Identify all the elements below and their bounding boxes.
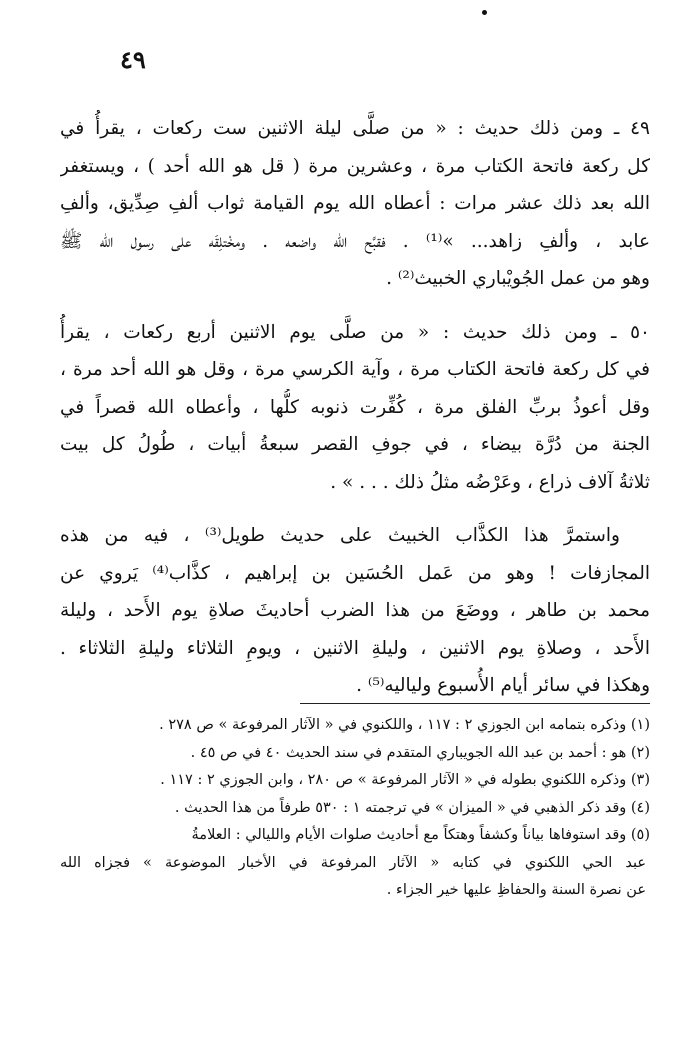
text-line: واستمرَّ هذا الكذَّاب الخبيث على حديث طويل⁽³⁾ ، فيه من هذه <box>60 525 620 546</box>
paragraph-hadith-49 <box>60 110 650 298</box>
footnote-line: (٤) وقد ذكر الذهبي في « الميزان » في ترجمته ١ : ٥٣٠ طرفاً من هذا الحديث . <box>174 799 650 816</box>
footnotes <box>60 712 650 905</box>
footnote-3 <box>60 767 650 795</box>
text-line: الأَحد ، وصلاةِ يوم الاثنين ، وليلةِ الاثنين ، ويومِ الثلاثاء وليلةِ الثلاثاء . <box>60 637 650 659</box>
paragraph-commentary <box>60 517 650 705</box>
text-line: ٥٠ ـ ومن ذلك حديث : « من صلَّى يوم الاثنين أربع ركعات ، يقرأُ <box>60 321 650 343</box>
footnote-5 <box>60 822 650 905</box>
page-number: ٤٩ <box>120 45 146 74</box>
footnote-line: (٢) هو : أحمد بن عبد الله الجويباري المتقدم في سند الحديث ٤٠ في ص ٤٥ . <box>190 744 650 761</box>
footnote-line: (٥) وقد استوفاها بياناً وكشفاً وهتكاً مع أحاديث صلوات الأيام والليالي : العلامةُ <box>191 827 650 843</box>
footnote-line: (١) وذكره بتمامه ابن الجوزي ٢ : ١١٧ ، واللكنوي في « الآثار المرفوعة » ص ٢٧٨ . <box>159 717 650 733</box>
paragraph-hadith-50 <box>60 314 650 502</box>
text-line: محمد بن طاهر ، ووضَعَ من هذا الضرب أحاديثَ صلاةِ يوم الأَحد ، وليلة <box>60 600 650 621</box>
text-line: كل ركعة فاتحة الكتاب مرة ، وعشرين مرة ( قل هو الله أحد ) ، ويستغفر <box>60 155 650 177</box>
footnote-line: (٣) وذكره اللكنوي بطوله في « الآثار المرفوعة » ص ٢٨٠ ، وابن الجوزي ٢ : ١١٧ . <box>160 772 650 788</box>
main-text <box>60 110 650 705</box>
top-dot-mark <box>482 10 487 15</box>
footnote-1 <box>60 712 650 740</box>
text-line: ٤٩ ـ ومن ذلك حديث : « من صلَّى ليلة الاثنين ست ركعات ، يقرأُ في <box>60 118 650 139</box>
text-line: عابد ، وألفِ زاهد... »⁽¹⁾ . فقبَّح الله واضعه . ومخْتلِقَه على رسول الله ﷺ <box>60 230 650 252</box>
text-line: وهكذا في سائر أيام الأُسبوع ولياليه⁽⁵⁾ . <box>356 675 650 696</box>
footnote-divider <box>300 703 650 704</box>
text-line: المجازفات ! وهو من عَمل الحُسَين بن إبراهيم ، كذَّاب⁽⁴⁾ يَروي عن <box>60 562 650 584</box>
text-line: في كل ركعة فاتحة الكتاب مرة ، وآية الكرسي مرة ، وقل هو الله أحد مرة ، <box>60 359 650 380</box>
text-line: وقل أعوذُ بربِّ الفلق مرة ، كُفِّرت ذنوبه كلُّها ، وأعطاه الله قصراً في <box>60 396 650 418</box>
footnote-line: عبد الحي اللكنوي في كتابه « الآثار المرفوعة في الأخبار الموضوعة » فجزاه الله <box>60 854 646 871</box>
text-line: ثلاثةُ آلاف ذراع ، وعَرْضُه مثلُ ذلك . . . » . <box>330 471 650 493</box>
footnote-4 <box>60 795 650 823</box>
text-line: الجنة من دُرَّة بيضاء ، في جوفِ القصر سبعةُ أبيات ، طُولُ كل بيت <box>60 434 650 455</box>
text-line: وهو من عمل الجُويْباري الخبيث⁽²⁾ . <box>386 268 650 289</box>
text-line: الله بعد ذلك عشر مرات : أعطاه الله يوم القيامة ثواب ألفِ صِدِّيق، وألفِ <box>60 193 650 214</box>
footnote-line: عن نصرة السنة والحفاظِ عليها خير الجزاء . <box>386 882 646 898</box>
footnote-2 <box>60 740 650 768</box>
